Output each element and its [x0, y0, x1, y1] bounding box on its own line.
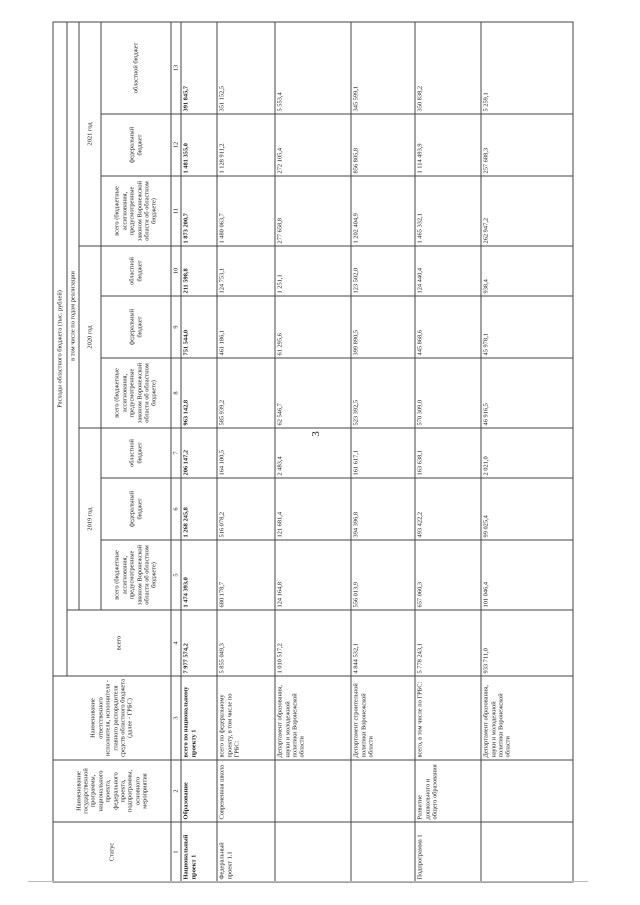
header-year-2021: 2021 год: [79, 21, 101, 245]
header-executor: Наименование ответственного исполнителя, исполнителя - главного распорядителя средств областного бюджета (далее - ГРБС): [53, 676, 171, 760]
row-executor: всего по федеральному проекту, в том числе по ГРБС:: [217, 676, 275, 760]
col-number: 5: [171, 540, 181, 610]
row-value: 570 309,0: [415, 358, 481, 428]
row-value: 1 010 517,2: [275, 610, 351, 676]
row-value: 5 855 049,3: [217, 610, 275, 676]
row-value: 556 013,9: [351, 540, 415, 610]
row-program-name: [275, 760, 351, 822]
row-value: 211 598,8: [181, 246, 217, 296]
row-value: 124 164,8: [275, 540, 351, 610]
col-number: 12: [171, 114, 181, 176]
row-value: 2 021,0: [481, 428, 573, 478]
header-program-name: Наименование государственной программы, национального проекта, федерального проекта, подпрограммы, основного мероприятия: [53, 760, 171, 822]
row-value: 5 778 243,1: [415, 610, 481, 676]
row-value: 856 805,8: [351, 114, 415, 176]
row-value: 62 546,7: [275, 358, 351, 428]
row-value: 1 128 911,2: [217, 114, 275, 176]
col-number: 2: [171, 760, 181, 822]
column-numbers-row: [171, 21, 181, 881]
header-year-2020: 2020 год: [79, 246, 101, 428]
row-value: 101 046,4: [481, 540, 573, 610]
row-status: Подпрограмма 1: [415, 822, 481, 882]
row-value: 45 978,1: [481, 296, 573, 358]
header-2019-federal: федеральный бюджет: [101, 478, 171, 540]
row-value: 4 844 532,1: [351, 610, 415, 676]
row-value: 2 483,4: [275, 428, 351, 478]
header-by-years: в том числе по годам реализации: [67, 21, 79, 609]
header-2020-all: всего (бюджетные ассигнования, предусмотренные законом Воронежской области об областном бюджете): [101, 358, 171, 428]
row-value: 680 178,7: [217, 540, 275, 610]
col-number: 11: [171, 176, 181, 246]
row-value: 938,4: [481, 246, 573, 296]
row-value: 1 465 332,1: [415, 176, 481, 246]
row-value: 124 440,4: [415, 246, 481, 296]
row-value: 1 873 200,7: [181, 176, 217, 246]
row-value: 124 753,1: [217, 246, 275, 296]
row-value: 523 392,5: [351, 358, 415, 428]
table-row: [217, 21, 275, 881]
col-number: 3: [171, 676, 181, 760]
table-row: [275, 21, 351, 881]
row-status: [481, 822, 573, 882]
row-executor: всего по национальному проекту 1: [181, 676, 217, 760]
row-value: 391 845,7: [181, 21, 217, 113]
row-value: 516 078,2: [217, 478, 275, 540]
row-value: 1 114 493,9: [415, 114, 481, 176]
header-status: Статус: [53, 822, 171, 882]
row-value: 164 100,5: [217, 428, 275, 478]
row-value: 7 977 574,2: [181, 610, 217, 676]
header-total: всего: [67, 610, 171, 676]
row-value: 493 422,2: [415, 478, 481, 540]
header-2019-all: всего (бюджетные ассигнования, предусмотренные законом Воронежской области об областном бюджете): [101, 540, 171, 610]
row-value: 445 868,6: [415, 296, 481, 358]
row-value: 1 474 393,0: [181, 540, 217, 610]
header-2020-federal: федеральный бюджет: [101, 296, 171, 358]
header-2021-federal: федеральный бюджет: [101, 114, 171, 176]
row-value: 657 060,3: [415, 540, 481, 610]
row-executor: всего, в том числе по ГРБС:: [415, 676, 481, 760]
row-program-name: [351, 760, 415, 822]
row-value: 963 142,8: [181, 358, 217, 428]
row-value: 121 681,4: [275, 478, 351, 540]
col-number: 10: [171, 246, 181, 296]
row-value: 1 268 245,8: [181, 478, 217, 540]
header-year-2019: 2019 год: [79, 428, 101, 610]
row-value: 5 553,4: [275, 21, 351, 113]
page-number: 3: [309, 431, 322, 437]
row-status: [275, 822, 351, 882]
row-program-name: Развитие дошкольного и общего образования: [415, 760, 481, 822]
header-2019-regional: областной бюджет: [101, 428, 171, 478]
row-status: Федеральный проект 1.1: [217, 822, 275, 882]
col-number: 8: [171, 358, 181, 428]
header-2021-all: всего (бюджетные ассигнования, предусмотренные законом Воронежской области об областном бюджете): [101, 176, 171, 246]
row-value: 1 202 404,9: [351, 176, 415, 246]
row-value: 351 152,5: [217, 21, 275, 113]
row-program-name: Образование: [181, 760, 217, 822]
col-number: 4: [171, 610, 181, 676]
row-value: 272 105,4: [275, 114, 351, 176]
header-2020-regional: областной бюджет: [101, 246, 171, 296]
row-value: 394 396,8: [351, 478, 415, 540]
row-value: 751 544,0: [181, 296, 217, 358]
col-number: 9: [171, 296, 181, 358]
table-row: [415, 21, 481, 881]
row-value: 46 916,5: [481, 358, 573, 428]
col-number: 7: [171, 428, 181, 478]
row-value: 585 939,2: [217, 358, 275, 428]
row-value: 262 947,2: [481, 176, 573, 246]
row-value: 123 502,0: [351, 246, 415, 296]
table-header: [53, 21, 181, 881]
footer-divider: [28, 881, 588, 882]
row-value: 933 711,0: [481, 610, 573, 676]
row-value: 399 890,5: [351, 296, 415, 358]
row-status: Национальный проект 1: [181, 822, 217, 882]
row-status: [351, 822, 415, 882]
row-executor: Департамент образования, науки и молодежной политики Воронежской области: [481, 676, 573, 760]
table-body: [181, 21, 573, 881]
header-expenses: Расходы областного бюджета (тыс. рублей): [53, 21, 67, 675]
row-value: 461 186,1: [217, 296, 275, 358]
row-value: 277 658,8: [275, 176, 351, 246]
row-value: 5 259,1: [481, 21, 573, 113]
row-program-name: Современная школа: [217, 760, 275, 822]
row-value: 345 599,1: [351, 21, 415, 113]
row-value: 99 025,4: [481, 478, 573, 540]
col-number: 13: [171, 21, 181, 113]
row-value: 1 481 355,0: [181, 114, 217, 176]
budget-table: [53, 21, 574, 882]
rotated-page: [53, 22, 588, 882]
row-value: 350 838,2: [415, 21, 481, 113]
table-row: [351, 21, 415, 881]
table-row: [481, 21, 573, 881]
row-value: 1 251,1: [275, 246, 351, 296]
col-number: 6: [171, 478, 181, 540]
row-value: 1 480 063,7: [217, 176, 275, 246]
row-value: 161 617,1: [351, 428, 415, 478]
row-executor: Департамент строительной политики Воронежской области: [351, 676, 415, 760]
row-value: 61 295,6: [275, 296, 351, 358]
col-number: 1: [171, 822, 181, 882]
header-2021-regional: областной бюджет: [101, 21, 171, 113]
row-value: 163 638,1: [415, 428, 481, 478]
table-row: [181, 21, 217, 881]
row-value: 257 688,3: [481, 114, 573, 176]
row-executor: Департамент образования, науки и молодежной политики Воронежской области: [275, 676, 351, 760]
row-program-name: [481, 760, 573, 822]
row-value: 206 147,2: [181, 428, 217, 478]
